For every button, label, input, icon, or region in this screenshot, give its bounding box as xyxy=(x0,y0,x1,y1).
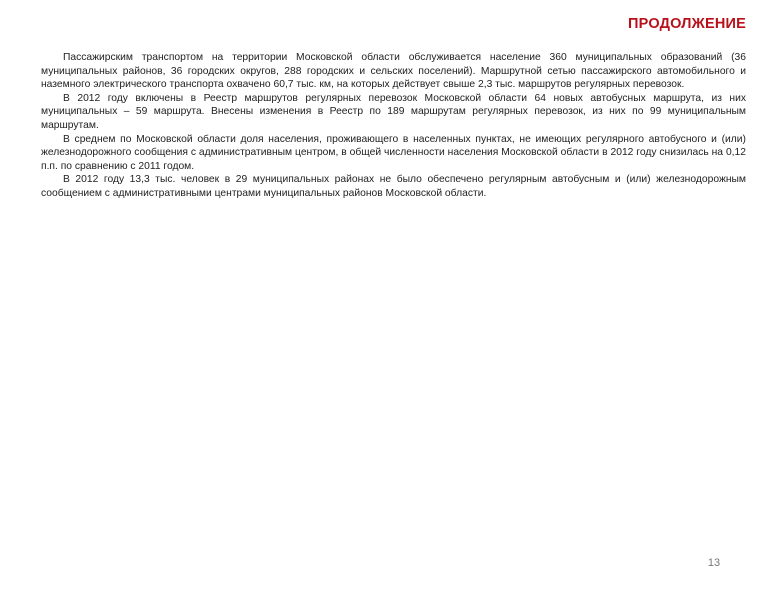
slide-heading: ПРОДОЛЖЕНИЕ xyxy=(628,16,746,32)
page-number: 13 xyxy=(707,557,721,569)
paragraph-passenger-transport: Пассажирским транспортом на территории Московской области обслуживается население 360 муниципальных образований (36 муниципальных районов, 36 городских округов, 288 городских и сельских поселений). Маршрутной сетью пассажирского автомобильного и наземного электрического транспорта охвачено 60,7 тыс. км, на которых действует свыше 2,3 тыс. маршрутов регулярных перевозок. xyxy=(41,52,746,91)
paragraph-route-registry: В 2012 году включены в Реестр маршрутов регулярных перевозок Московской области 64 новых автобусных маршрута, из них муниципальных – 59 маршрута. Внесены изменения в Реестр по 189 маршрутам регулярных перевозок, из них по 99 муниципальным маршрутам. xyxy=(41,92,746,131)
paragraph-unserved-population: В 2012 году 13,3 тыс. человек в 29 муниципальных районах не было обеспечено регулярным автобусным и (или) железнодорожным сообщением с административными центрами муниципальных районов Московской области. xyxy=(41,174,746,199)
body-text xyxy=(41,51,746,201)
paragraph-population-share: В среднем по Московской области доля населения, проживающего в населенных пунктах, не имеющих регулярного автобусного и (или) железнодорожного сообщения с административным центром, в общей численности населения Московской области в 2012 году снизилась на 0,12 п.п. по сравнению с 2011 годом. xyxy=(41,133,746,172)
